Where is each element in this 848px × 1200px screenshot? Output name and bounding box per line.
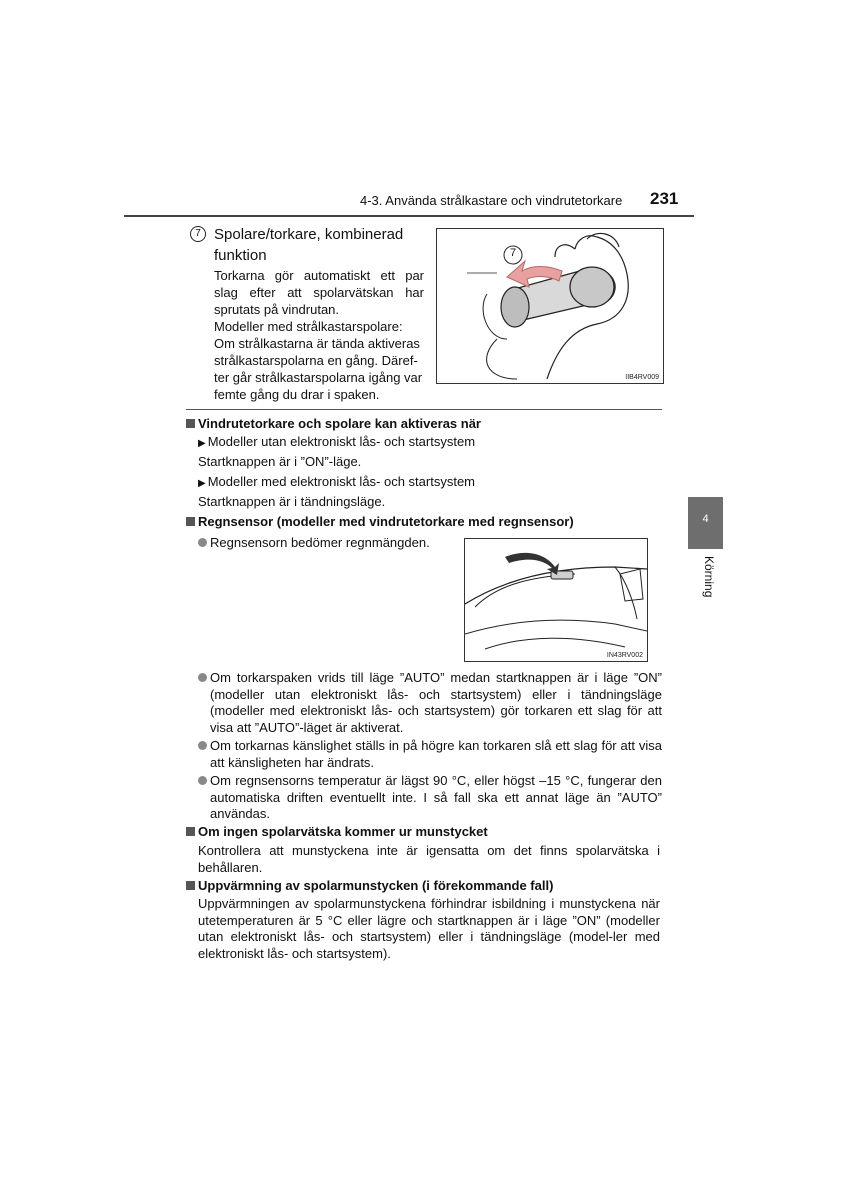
dot-bullet-icon <box>198 673 207 682</box>
item-number-badge: 7 <box>190 226 206 242</box>
activation-heading: Vindrutetorkare och spolare kan aktiveras när <box>186 416 481 431</box>
rain-sensor-bullet-3: Om regnsensorns temperatur är lägst 90 °C, eller högst –15 °C, fungerar den automatiska driften eventuellt inte. I så fall ska ett annat läge än ”AUTO” användas. <box>198 773 662 823</box>
triangle-right-icon: ▶ <box>198 438 206 449</box>
rain-sensor-heading: Regnsensor (modeller med vindrutetorkare med regnsensor) <box>186 514 574 529</box>
item-paragraph-1: Torkarna gör automatiskt ett par slag efter att spolarvätskan har sprutats på vindrutan. <box>214 268 424 317</box>
chapter-label: Körning <box>702 556 716 598</box>
activation-line-2: Startknappen är i ”ON”-läge. <box>198 454 362 469</box>
windshield-illustration <box>464 538 648 662</box>
dot-bullet-icon <box>198 538 207 547</box>
section-divider <box>186 409 662 410</box>
figure-code: IN43RV002 <box>606 652 643 659</box>
rain-sensor-bullet-2: Om torkarnas känslighet ställs in på högre kan torkaren slå ett slag för att visa att känsligheten har ändrats. <box>198 738 662 771</box>
square-bullet-icon <box>186 517 195 526</box>
square-bullet-icon <box>186 827 195 836</box>
square-bullet-icon <box>186 419 195 428</box>
square-bullet-icon <box>186 881 195 890</box>
heating-text: Uppvärmningen av spolarmunstyckena förhindrar isbildning i munstyckena när utetemperaturen är 5 °C eller lägre och startknappen är i läge ”ON” (modeller utan elektroniskt lås- och startsystem) eller i tändningsläge (model-ler med elektroniskt lås- och startsystem). <box>198 896 660 961</box>
activation-line-3: ▶ Modeller med elektroniskt lås- och startsystem <box>198 474 476 489</box>
figure-callout-number: 7 <box>509 247 517 259</box>
chapter-tab: 4 <box>688 497 723 549</box>
dot-bullet-icon <box>198 776 207 785</box>
activation-line-4: Startknappen är i tändningsläge. <box>198 494 386 509</box>
item-paragraph-2: Modeller med strålkastarspolare: Om strålkastarna är tända aktiveras strålkastarspolarna en gång. Däref-ter går strålkastarspolarna igång var femte gång du drar i spaken. <box>214 319 423 402</box>
triangle-right-icon: ▶ <box>198 478 206 489</box>
no-fluid-heading: Om ingen spolarvätska kommer ur munstycket <box>186 824 488 839</box>
item-title: Spolare/torkare, kombinerad funktion <box>214 226 404 264</box>
page-number: 231 <box>650 189 679 208</box>
heating-heading: Uppvärmning av spolarmunstycken (i förekommande fall) <box>186 878 553 893</box>
rain-sensor-bullet-1: Om torkarspaken vrids till läge ”AUTO” medan startknappen är i läge ”ON” (modeller utan elektroniskt lås- och startsystem) eller i tändningsläge (modeller med elektroniskt lås- och startsystem) gör torkaren ett slag för att visa att ”AUTO”-läget är aktiverat. <box>198 670 662 736</box>
hand-lever-drawing <box>437 229 663 383</box>
car-windshield-drawing <box>465 539 647 661</box>
section-title: 4-3. Använda strålkastare och vindrutetorkare <box>360 193 623 208</box>
no-fluid-text: Kontrollera att munstyckena inte är igensatta om det finns spolarvätska i behållaren. <box>198 843 660 875</box>
activation-line-1: ▶ Modeller utan elektroniskt lås- och startsystem <box>198 434 476 449</box>
figure-code: IIB4RV009 <box>625 374 659 381</box>
lever-illustration <box>436 228 664 384</box>
dot-bullet-icon <box>198 741 207 750</box>
rain-sensor-intro: Regnsensorn bedömer regnmängden. <box>198 535 430 550</box>
header-divider <box>124 215 694 217</box>
